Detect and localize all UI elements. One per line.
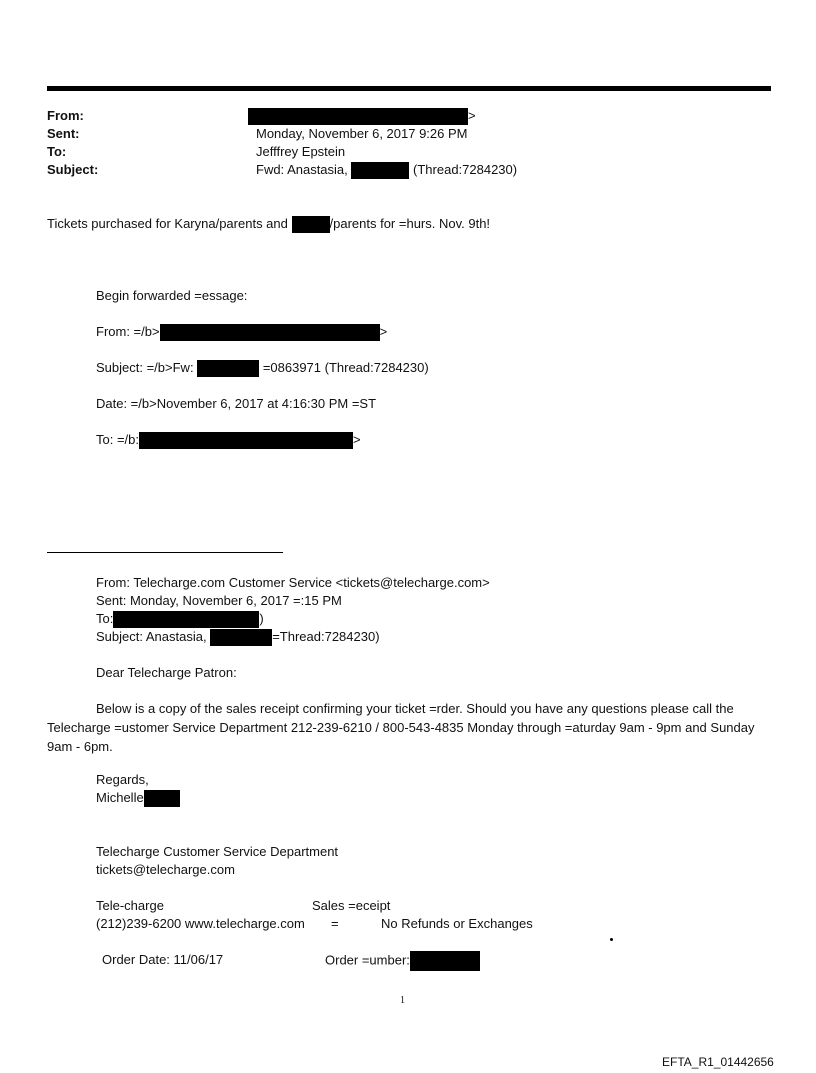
- sales-receipt-label: Sales =eceipt: [312, 898, 391, 913]
- inner-to-label: To:: [96, 611, 114, 626]
- forwarded-subject: [96, 359, 429, 377]
- subject-suffix: (Thread:7284230): [413, 162, 518, 177]
- page-number: 1: [400, 995, 405, 1006]
- equals-sign: =: [331, 916, 339, 931]
- inner-sent: Sent: Monday, November 6, 2017 =:15 PM: [96, 593, 342, 608]
- company-name: Tele-charge: [96, 898, 164, 913]
- body-line-part1: Tickets purchased for Karyna/parents and: [47, 216, 288, 231]
- from-value: [248, 107, 476, 125]
- signature-name: Michelle: [96, 790, 144, 805]
- forwarded-from-suffix: >: [379, 324, 388, 339]
- subject-prefix: Fwd: Anastasia,: [256, 162, 348, 177]
- forwarded-from-label: From: =/b>: [96, 324, 160, 339]
- to-label: To:: [47, 144, 67, 159]
- from-label: From:: [47, 108, 84, 123]
- forwarded-to-label: To: =/b:: [96, 432, 139, 447]
- forwarded-begin: Begin forwarded =essage:: [96, 288, 248, 303]
- inner-to-suffix: ): [259, 611, 264, 626]
- redaction-box: [210, 629, 272, 646]
- no-refunds: No Refunds or Exchanges: [381, 916, 533, 931]
- sent-value: Monday, November 6, 2017 9:26 PM: [256, 126, 468, 141]
- forwarded-subject-part1: Subject: =/b>Fw:: [96, 360, 194, 375]
- sent-label: Sent:: [47, 126, 80, 141]
- body-line-part2: /parents for =hurs. Nov. 9th!: [329, 216, 491, 231]
- redaction-box: [197, 360, 259, 377]
- redaction-box: [248, 108, 468, 125]
- inner-to: [96, 610, 264, 628]
- body-line: [47, 215, 490, 233]
- redaction-box: [292, 216, 330, 233]
- inner-subject-part1: Subject: Anastasia,: [96, 629, 207, 644]
- redaction-box: [139, 432, 353, 449]
- stray-dot: [610, 938, 613, 941]
- regards: Regards,: [96, 772, 149, 787]
- forwarded-subject-part2: =0863971 (Thread:7284230): [262, 360, 429, 375]
- inner-from: From: Telecharge.com Customer Service <tickets@telecharge.com>: [96, 575, 490, 590]
- forwarded-to-suffix: >: [353, 432, 361, 447]
- header-rule: [47, 86, 771, 91]
- order-number-label: Order =umber:: [325, 952, 410, 968]
- forwarded-from: [96, 323, 387, 341]
- separator-rule: [47, 552, 283, 553]
- receipt-paragraph: Below is a copy of the sales receipt confirming your ticket =rder. Should you have any questions please call the Telecharge =ustomer Service Department 212-239-6210 / 800-543-4835 Monday through =aturday 9am - 9pm and Sunday 9am - 6pm.: [47, 701, 755, 754]
- to-value: Jefffrey Epstein: [256, 144, 346, 159]
- inner-subject-part2: =Thread:7284230): [272, 629, 380, 644]
- forwarded-to: [96, 431, 361, 449]
- from-suffix: >: [468, 108, 476, 123]
- redaction-box: [144, 790, 180, 807]
- redaction-box: [351, 162, 409, 179]
- forwarded-date: Date: =/b>November 6, 2017 at 4:16:30 PM =ST: [96, 396, 377, 411]
- subject-label: Subject:: [47, 162, 99, 177]
- redaction-box: [113, 611, 259, 628]
- bates-number: EFTA_R1_01442656: [662, 1055, 774, 1069]
- order-number: [325, 951, 480, 971]
- contact-line: (212)239-6200 www.telecharge.com: [96, 916, 305, 931]
- redaction-box: [160, 324, 380, 341]
- signature: [96, 789, 180, 807]
- dept-name: Telecharge Customer Service Department: [96, 844, 339, 859]
- subject-value: [256, 161, 517, 179]
- greeting: Dear Telecharge Patron:: [96, 665, 237, 680]
- dept-email: tickets@telecharge.com: [96, 862, 235, 877]
- redaction-box: [410, 951, 480, 971]
- order-date: Order Date: 11/06/17: [102, 952, 224, 967]
- inner-subject: [96, 628, 380, 646]
